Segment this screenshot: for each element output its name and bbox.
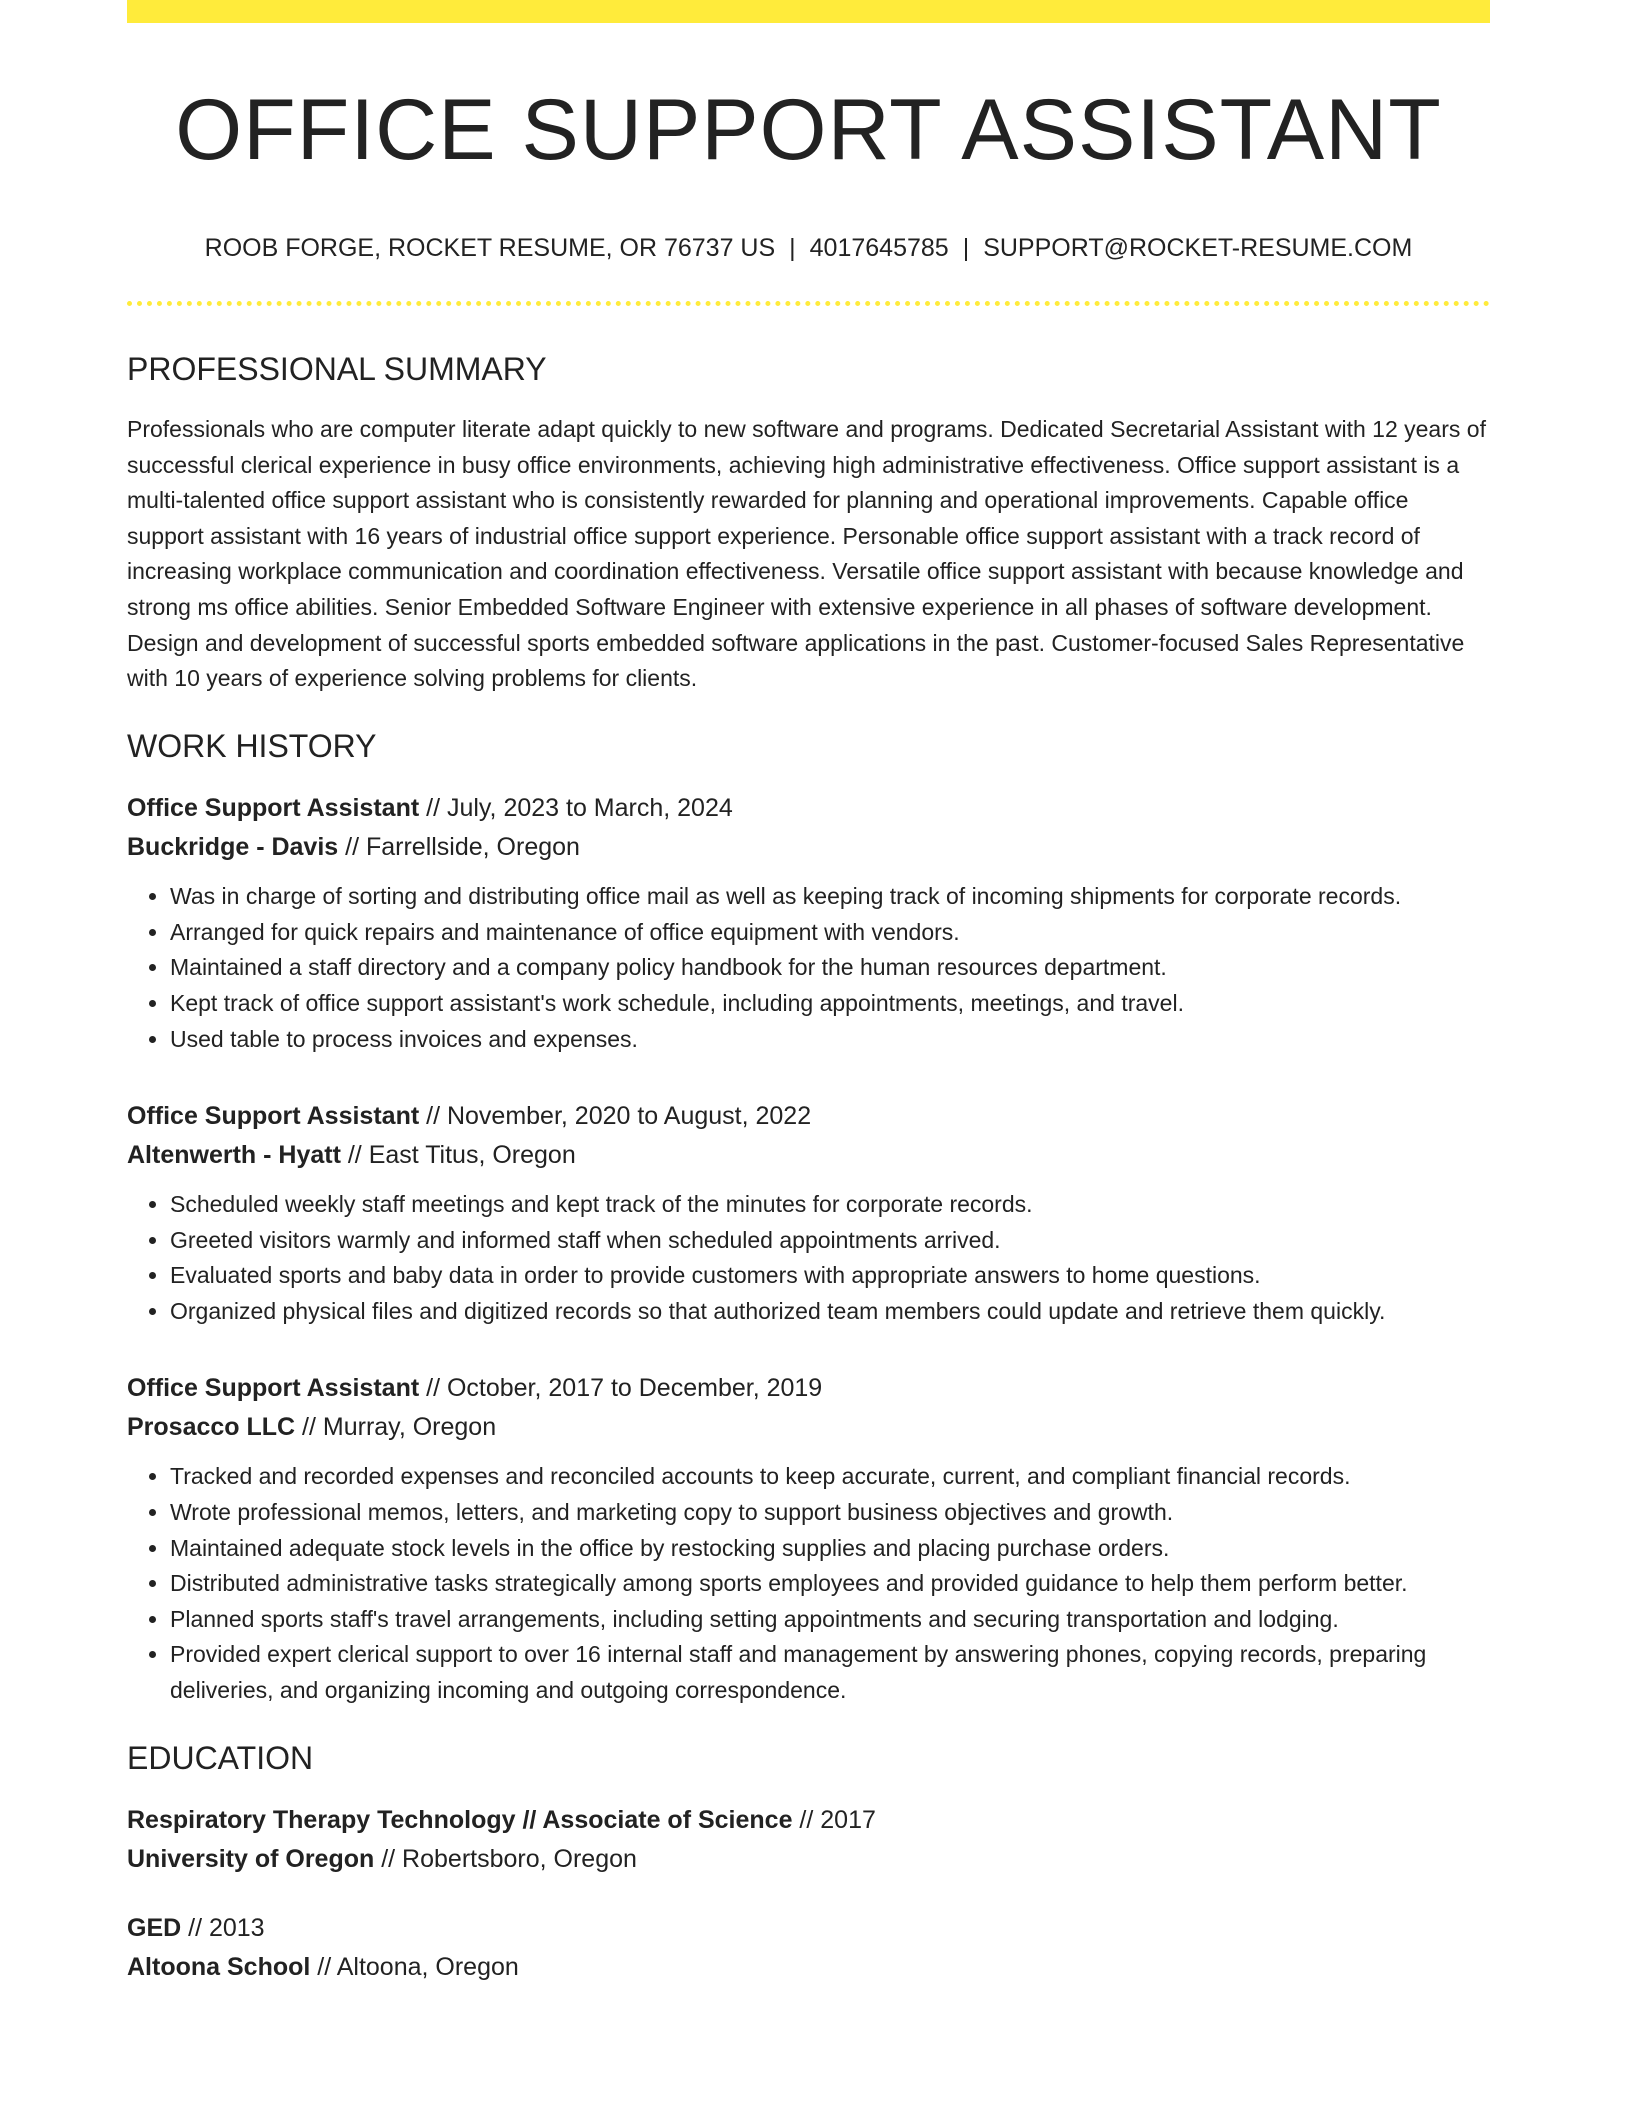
job-title: Office Support Assistant <box>127 794 420 823</box>
job-bullet: • Distributed administrative tasks strategically among sports employees and provided guidance to help them perform better. <box>170 1566 1490 1602</box>
job-entry <box>127 1369 1490 1708</box>
job-entry <box>127 1097 1490 1329</box>
education-entry <box>127 1801 1490 1879</box>
education-heading: EDUCATION <box>127 1739 314 1776</box>
education-school-line <box>127 1948 1490 1987</box>
education-degree: Respiratory Therapy Technology // Associate of Science <box>127 1806 793 1835</box>
contact-separator: | <box>962 233 970 262</box>
job-dates: // October, 2017 to December, 2019 <box>419 1374 823 1403</box>
job-bullet: • Kept track of office support assistant's work schedule, including appointments, meetings, and travel. <box>170 986 1490 1022</box>
job-dates: // November, 2020 to August, 2022 <box>419 1102 812 1131</box>
contact-phone: 4017645785 <box>809 233 949 262</box>
job-title-line <box>127 1369 1490 1408</box>
job-bullet: • Greeted visitors warmly and informed staff when scheduled appointments arrived. <box>170 1223 1490 1259</box>
education-degree: GED <box>127 1914 182 1943</box>
job-title-line <box>127 1097 1490 1136</box>
job-company: Buckridge - Davis <box>127 833 339 862</box>
job-bullet: • Was in charge of sorting and distributing office mail as well as keeping track of incoming shipments for corporate records. <box>170 879 1490 915</box>
job-location: // Farrellside, Oregon <box>338 833 580 862</box>
job-bullet: • Evaluated sports and baby data in order to provide customers with appropriate answers to home questions. <box>170 1258 1490 1294</box>
job-bullet: • Maintained a staff directory and a company policy handbook for the human resources department. <box>170 950 1490 986</box>
contact-separator: | <box>789 233 796 262</box>
job-bullet: • Organized physical files and digitized records so that authorized team members could update and retrieve them quickly. <box>170 1294 1490 1330</box>
education-degree-line <box>127 1801 1490 1840</box>
education-location: // Robertsboro, Oregon <box>374 1845 637 1874</box>
summary-text: Professionals who are computer literate adapt quickly to new software and programs. Dedicated Secretarial Assistant with 12 years of successful clerical experience in busy office environments, achieving high administrative effectiveness. Office support assistant is a multi-talented office support assistant who is consistently rewarded for planning and operational improvements. Capable office support assistant with 16 years of industrial office support experience. Personable office support assistant with a track record of increasing workplace communication and coordination effectiveness. Versatile office support assistant with because knowledge and strong ms office abilities. Senior Embedded Software Engineer with extensive experience in all phases of software development. Design and development of successful sports embedded software applications in the past. Customer-focused Sales Representative with 10 years of experience solving problems for clients. <box>127 415 1486 692</box>
job-company-line <box>127 828 1490 867</box>
summary-heading: PROFESSIONAL SUMMARY <box>127 350 547 387</box>
job-bullets <box>127 1459 1490 1708</box>
education-school-line <box>127 1840 1490 1879</box>
resume-title: OFFICE SUPPORT ASSISTANT <box>175 82 1442 178</box>
education-year: // 2017 <box>792 1806 876 1835</box>
education-degree-line <box>127 1909 1490 1948</box>
job-bullet: • Scheduled weekly staff meetings and kept track of the minutes for corporate records. <box>170 1187 1490 1223</box>
education-entry <box>127 1909 1490 1987</box>
job-company-line <box>127 1136 1490 1175</box>
job-title: Office Support Assistant <box>127 1102 420 1131</box>
job-entry <box>127 789 1490 1057</box>
job-bullets <box>127 1187 1490 1329</box>
dotted-divider <box>127 301 1490 306</box>
resume-content <box>127 23 1490 1987</box>
job-title: Office Support Assistant <box>127 1374 420 1403</box>
education-school: Altoona School <box>127 1953 311 1982</box>
job-bullet: • Used table to process invoices and expenses. <box>170 1022 1490 1058</box>
contact-line <box>127 233 1490 263</box>
education-location: // Altoona, Oregon <box>310 1953 519 1982</box>
job-bullet: • Provided expert clerical support to over 16 internal staff and management by answering phones, copying records, preparing deliveries, and organizing incoming and outgoing correspondence. <box>170 1637 1490 1708</box>
job-bullet: • Arranged for quick repairs and maintenance of office equipment with vendors. <box>170 915 1490 951</box>
contact-email: SUPPORT@ROCKET-RESUME.COM <box>983 233 1413 262</box>
job-title-line <box>127 789 1490 828</box>
job-bullets <box>127 879 1490 1057</box>
job-location: // East Titus, Oregon <box>340 1141 576 1170</box>
job-dates: // July, 2023 to March, 2024 <box>419 794 733 823</box>
job-company-line <box>127 1408 1490 1447</box>
work-history-heading: WORK HISTORY <box>127 727 377 764</box>
job-bullet: • Wrote professional memos, letters, and marketing copy to support business objectives and growth. <box>170 1495 1490 1531</box>
job-bullet: • Tracked and recorded expenses and reconciled accounts to keep accurate, current, and compliant financial records. <box>170 1459 1490 1495</box>
top-accent-bar <box>127 0 1490 23</box>
job-bullet: • Maintained adequate stock levels in the office by restocking supplies and placing purchase orders. <box>170 1531 1490 1567</box>
job-company: Altenwerth - Hyatt <box>127 1141 341 1170</box>
job-bullet: • Planned sports staff's travel arrangements, including setting appointments and securing transportation and lodging. <box>170 1602 1490 1638</box>
job-company: Prosacco LLC <box>127 1413 296 1442</box>
education-school: University of Oregon <box>127 1845 375 1874</box>
education-year: // 2013 <box>181 1914 265 1943</box>
contact-address: ROOB FORGE, ROCKET RESUME, OR 76737 US <box>204 233 776 262</box>
job-location: // Murray, Oregon <box>295 1413 497 1442</box>
